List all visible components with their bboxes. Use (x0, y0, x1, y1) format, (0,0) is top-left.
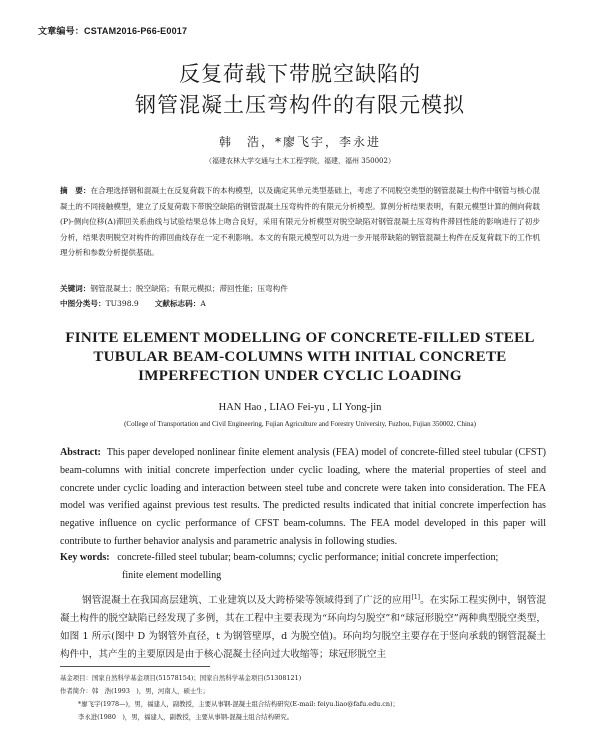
cn-keywords (60, 283, 540, 294)
body-text-part1: 钢管混凝土在我国高层建筑、工业建筑以及大跨桥梁等领域得到了广泛的应用 (82, 595, 412, 607)
en-keywords-label: Key words: (60, 552, 110, 563)
cn-abstract-text: 在合理选择钢和混凝土在反复荷载下的本构模型，以及确定其单元类型基础上，考虑了不同脱空类型的钢管混凝土构件中钢管与核心混凝土的不同接触模型，建立了反复荷载下带脱空缺陷的钢管混凝土压弯构件的有限元分析模型。算例分析结果表明，有限元模型计算的侧向荷载(P)-侧向位移(Δ)滞回关系曲线与试验结果总体上吻合良好，采用有限元分析模型对脱空缺陷对钢管混凝土压弯构件滞回性能的影响进行了初步分析，结果表明脱空对构件的滞回曲线存在一定不利影响。本文的有限元模型可以为进一步开展带缺陷的钢管混凝土构件在反复荷载下的工作机理分析和参数分析提供基础。 (60, 186, 540, 258)
doc-code-value: A (200, 299, 206, 308)
cn-title-line2: 钢管混凝土压弯构件的有限元模拟 (135, 93, 465, 117)
en-keywords (60, 549, 546, 585)
citation-ref: [1] (411, 594, 421, 601)
clc-label: 中图分类号： (60, 299, 106, 308)
footnote-author2: *廖飞宇(1978—)，男，福建人，副教授，主要从事钢-混凝土组合结构研究(E-mail: feiyu.liao@fafu.edu.cn)； (78, 700, 399, 708)
doc-code-label: 文献标志码： (154, 299, 201, 308)
cn-affiliation: （福建农林大学交通与土木工程学院，福建，福州 350002） (205, 157, 395, 165)
cn-abstract (60, 183, 540, 261)
body-text-part2: 。在实际工程实例中，钢管混凝土构件的脱空缺陷已经发现了多例，其在工程中主要表现为“环向均匀脱空”和“球冠形脱空”两种典型脱空类型，如图 1 所示(图中 D 为钢管外直径，t 为钢管壁厚，d 为脱空值)。环向均匀脱空主要存在于竖向承载的钢管混凝土构件中，其产生的主要原因是由于核心混凝土径向过大收缩等；球冠形脱空主 (60, 595, 547, 660)
cn-keywords-text: 钢管混凝土；脱空缺陷；有限元模拟；滞回性能；压弯构件 (90, 284, 288, 293)
article-id: 文章编号：CSTAM2016-P66-E0017 (38, 26, 188, 36)
clc-value: TU398.9 (105, 299, 139, 308)
footnote-funding: 基金项目：国家自然科学基金项目(51578154)；国家自然科学基金项目(51308121) (60, 674, 302, 682)
en-abstract (60, 444, 546, 551)
footnote-divider (60, 666, 210, 667)
footnote-author3: 李永进(1980 )，男，福建人，副教授，主要从事钢-混凝土组合结构研究。 (78, 713, 294, 721)
footnote-author1: 作者简介：韩 浩(1993 )，男，河南人，硕士生； (60, 687, 210, 695)
cn-classification (60, 298, 540, 309)
cn-title-line1: 反复荷载下带脱空缺陷的 (179, 62, 421, 86)
en-affiliation: (College of Transportation and Civil Engineering, Fujian Agriculture and Forestry University, Fuzhou, Fujian 350002, China) (124, 420, 476, 428)
cn-abstract-label: 摘 要： (60, 186, 91, 195)
en-abstract-label: Abstract: (60, 447, 101, 458)
cn-authors: 韩 浩，*廖飞宇，李永进 (218, 135, 381, 149)
cn-keywords-label: 关键词： (60, 284, 91, 293)
en-abstract-text: This paper developed nonlinear finite element analysis (FEA) model of concrete-filled steel tubular (CFST) beam-columns with initial concrete imperfection under cyclic loading, where the material properties of steel and concrete under cyclic loading and interaction between steel tube and concrete were taken into consideration. The FEA model was verified against previous test results. The predicted results indicated that initial concrete imperfection has negative influence on cyclic performance of CFST beam-columns. The FEA model developed in this paper will contribute to further behavior analysis and parametric analysis in following studies. (60, 447, 546, 547)
en-title-line1: FINITE ELEMENT MODELLING OF CONCRETE-FILLED STEEL (65, 330, 535, 346)
body-paragraph (60, 589, 546, 663)
en-keywords-line1: concrete-filled steel tubular; beam-columns; cyclic performance; initial concrete imperfection; (117, 552, 499, 563)
en-keywords-line2: finite element modelling (122, 569, 222, 581)
en-title-line2: TUBULAR BEAM-COLUMNS WITH INITIAL CONCRETE (93, 349, 507, 365)
en-title-line3: IMPERFECTION UNDER CYCLIC LOADING (138, 368, 462, 384)
en-authors: HAN Hao , LIAO Fei-yu , LI Yong-jin (218, 402, 382, 413)
